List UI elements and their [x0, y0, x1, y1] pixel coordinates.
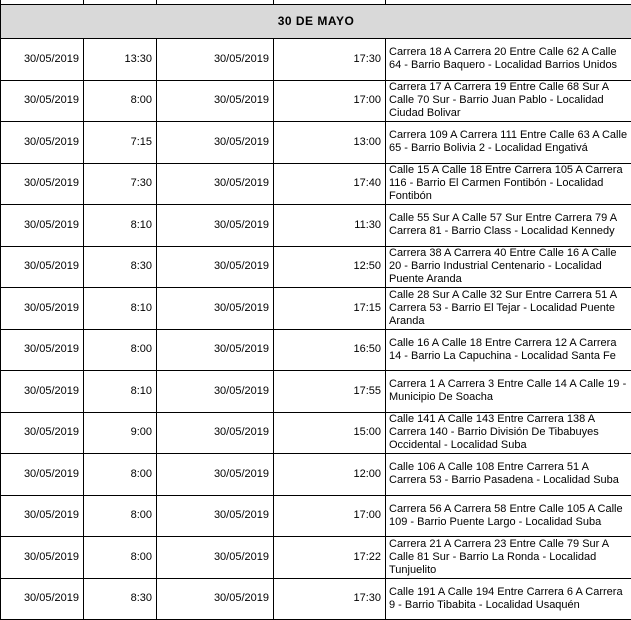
start-date-cell: 30/05/2019 — [1, 329, 84, 371]
location-cell: Calle 15 A Calle 18 Entre Carrera 105 A Carrera 116 - Barrio El Carmen Fontibón - Localidad Fontibón — [386, 163, 631, 205]
end-time-cell: 11:30 — [274, 205, 386, 247]
end-date-cell: 30/05/2019 — [157, 412, 274, 454]
start-time-cell: 8:30 — [84, 246, 157, 288]
location-cell: Calle 16 A Calle 18 Entre Carrera 12 A Carrera 14 - Barrio La Capuchina - Localidad Santa Fe — [386, 329, 631, 371]
end-date-cell: 30/05/2019 — [157, 578, 274, 620]
table-row — [1, 163, 631, 205]
end-date-cell: 30/05/2019 — [157, 495, 274, 537]
end-time-cell: 17:30 — [274, 578, 386, 620]
end-date-cell: 30/05/2019 — [157, 454, 274, 496]
start-date-cell: 30/05/2019 — [1, 122, 84, 164]
start-time-cell: 7:15 — [84, 122, 157, 164]
end-time-cell: 17:22 — [274, 537, 386, 579]
end-time-cell: 17:00 — [274, 80, 386, 122]
table-row — [1, 454, 631, 496]
start-date-cell: 30/05/2019 — [1, 288, 84, 330]
start-date-cell: 30/05/2019 — [1, 495, 84, 537]
location-cell: Calle 55 Sur A Calle 57 Sur Entre Carrera 79 A Carrera 81 - Barrio Class - Localidad Kennedy — [386, 205, 631, 247]
start-time-cell: 7:30 — [84, 163, 157, 205]
table-row — [1, 371, 631, 413]
start-time-cell: 8:00 — [84, 329, 157, 371]
table-row — [1, 80, 631, 122]
start-date-cell: 30/05/2019 — [1, 80, 84, 122]
start-time-cell: 8:10 — [84, 371, 157, 413]
start-time-cell: 8:00 — [84, 537, 157, 579]
location-cell: Carrera 56 A Carrera 58 Entre Calle 105 A Calle 109 - Barrio Puente Largo - Localidad Suba — [386, 495, 631, 537]
location-cell: Calle 141 A Calle 143 Entre Carrera 138 A Carrera 140 - Barrio División De Tibabuyes Occidental - Localidad Suba — [386, 412, 631, 454]
location-cell: Carrera 1 A Carrera 3 Entre Calle 14 A Calle 19 - Municipio De Soacha — [386, 371, 631, 413]
start-date-cell: 30/05/2019 — [1, 578, 84, 620]
end-time-cell: 12:00 — [274, 454, 386, 496]
start-date-cell: 30/05/2019 — [1, 537, 84, 579]
end-time-cell: 17:40 — [274, 163, 386, 205]
end-date-cell: 30/05/2019 — [157, 537, 274, 579]
location-cell: Calle 28 Sur A Calle 32 Sur Entre Carrera 51 A Carrera 53 - Barrio El Tejar - Localidad Puente Aranda — [386, 288, 631, 330]
table-row — [1, 39, 631, 81]
end-date-cell: 30/05/2019 — [157, 246, 274, 288]
location-cell: Carrera 38 A Carrera 40 Entre Calle 16 A Calle 20 - Barrio Industrial Centenario - Localidad Puente Aranda — [386, 246, 631, 288]
start-date-cell: 30/05/2019 — [1, 163, 84, 205]
start-date-cell: 30/05/2019 — [1, 412, 84, 454]
table-row — [1, 122, 631, 164]
location-cell: Calle 191 A Calle 194 Entre Carrera 6 A Carrera 9 - Barrio Tibabita - Localidad Usaquén — [386, 578, 631, 620]
start-date-cell: 30/05/2019 — [1, 39, 84, 81]
location-cell: Carrera 18 A Carrera 20 Entre Calle 62 A Calle 64 - Barrio Baquero - Localidad Barrios Unidos — [386, 39, 631, 81]
end-date-cell: 30/05/2019 — [157, 288, 274, 330]
start-time-cell: 8:00 — [84, 80, 157, 122]
table-row — [1, 495, 631, 537]
end-time-cell: 12:50 — [274, 246, 386, 288]
table-row — [1, 578, 631, 620]
table-row — [1, 537, 631, 579]
location-cell: Carrera 21 A Carrera 23 Entre Calle 79 Sur A Calle 81 Sur - Barrio La Ronda - Localidad Tunjuelito — [386, 537, 631, 579]
table-row — [1, 288, 631, 330]
start-time-cell: 8:10 — [84, 288, 157, 330]
end-time-cell: 17:00 — [274, 495, 386, 537]
date-header: 30 DE MAYO — [1, 5, 631, 39]
start-time-cell: 9:00 — [84, 412, 157, 454]
start-date-cell: 30/05/2019 — [1, 246, 84, 288]
start-time-cell: 13:30 — [84, 39, 157, 81]
table-row — [1, 329, 631, 371]
end-date-cell: 30/05/2019 — [157, 329, 274, 371]
end-date-cell: 30/05/2019 — [157, 205, 274, 247]
end-date-cell: 30/05/2019 — [157, 163, 274, 205]
date-header-row — [1, 5, 631, 39]
table-row — [1, 412, 631, 454]
location-cell: Calle 106 A Calle 108 Entre Carrera 51 A Carrera 53 - Barrio Pasadena - Localidad Suba — [386, 454, 631, 496]
end-time-cell: 17:30 — [274, 39, 386, 81]
start-time-cell: 8:10 — [84, 205, 157, 247]
end-date-cell: 30/05/2019 — [157, 371, 274, 413]
end-date-cell: 30/05/2019 — [157, 122, 274, 164]
location-cell: Carrera 109 A Carrera 111 Entre Calle 63 A Calle 65 - Barrio Bolivia 2 - Localidad Engativá — [386, 122, 631, 164]
location-cell: Carrera 17 A Carrera 19 Entre Calle 68 Sur A Calle 70 Sur - Barrio Juan Pablo - Localidad Ciudad Bolivar — [386, 80, 631, 122]
start-date-cell: 30/05/2019 — [1, 454, 84, 496]
end-time-cell: 15:00 — [274, 412, 386, 454]
end-date-cell: 30/05/2019 — [157, 80, 274, 122]
table-row — [1, 246, 631, 288]
start-time-cell: 8:00 — [84, 454, 157, 496]
end-time-cell: 16:50 — [274, 329, 386, 371]
end-time-cell: 13:00 — [274, 122, 386, 164]
end-time-cell: 17:15 — [274, 288, 386, 330]
end-time-cell: 17:55 — [274, 371, 386, 413]
table-row — [1, 205, 631, 247]
start-date-cell: 30/05/2019 — [1, 205, 84, 247]
start-time-cell: 8:00 — [84, 495, 157, 537]
start-time-cell: 8:30 — [84, 578, 157, 620]
end-date-cell: 30/05/2019 — [157, 39, 274, 81]
start-date-cell: 30/05/2019 — [1, 371, 84, 413]
